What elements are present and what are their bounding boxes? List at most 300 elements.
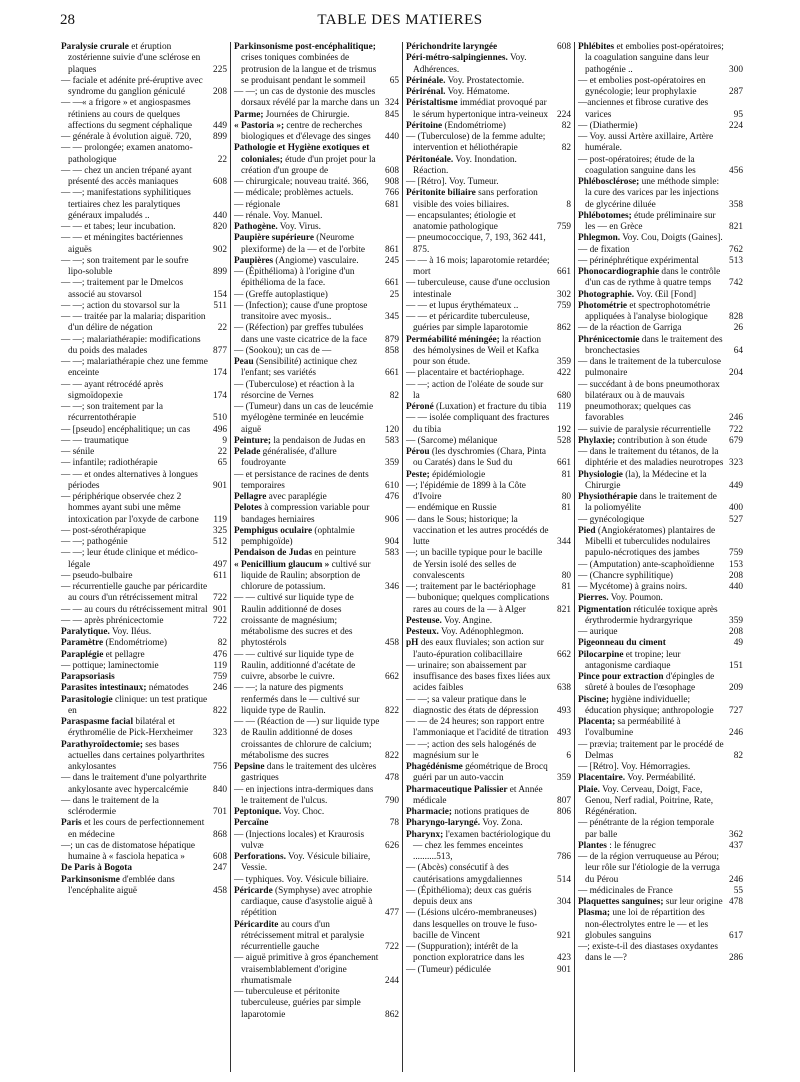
entry-page-number: 610 <box>385 480 399 491</box>
entry-text: — dans le traitement de la sclérodermie <box>61 795 159 817</box>
index-entry <box>578 211 743 234</box>
index-entry <box>234 267 399 290</box>
index-entry <box>406 593 571 616</box>
entry-text: —; l'épidémie de 1899 à la Côte d'Ivoire <box>406 480 526 502</box>
entry-page-number: 244 <box>385 975 399 986</box>
entry-heading: Parasitologie <box>61 694 113 705</box>
entry-text: immédiat provoqué par le sérum hypertonique intra-veineux <box>413 98 549 120</box>
index-entry <box>234 503 399 526</box>
index-entry <box>61 537 227 548</box>
entry-text: — —; malariathérapie chez une femme enceinte <box>61 357 208 379</box>
entry-page-number: 512 <box>213 537 227 547</box>
entry-page-number: 722 <box>385 942 399 952</box>
entry-heading: Parapsoriasis <box>61 672 115 682</box>
entry-text: et embolies post-opératoires; la coagulation sanguine dans leur pathogénie .. <box>585 42 724 75</box>
entry-page-number: 456 <box>729 165 743 176</box>
entry-text: — —; leur étude clinique et médico-légale <box>61 548 198 570</box>
index-entry <box>406 155 571 178</box>
entry-text: bilatéral et érythromélie de Pick-Herxheimer <box>68 717 193 739</box>
entry-text: — — chez un ancien trépané ayant présenté des accès maniaques <box>61 165 192 187</box>
entry-page-number: 359 <box>385 458 399 469</box>
index-entry <box>61 796 227 819</box>
entry-page-number: 400 <box>729 503 743 514</box>
index-entry <box>61 380 227 403</box>
index-entry <box>578 717 743 740</box>
entry-heading: Pelotes <box>234 503 262 514</box>
index-entry <box>61 773 227 796</box>
entry-page-number: 9 <box>222 435 227 446</box>
entry-page-number: 662 <box>385 672 399 682</box>
entry-text: Voy. Hématome. <box>445 87 510 97</box>
index-entry <box>234 42 399 87</box>
index-entry <box>234 222 399 233</box>
entry-text: — prævia; traitement par le procédé de Delmas <box>578 739 724 761</box>
entry-page-number: 493 <box>557 728 571 739</box>
entry-text: la réaction des hémolysines de Weil et Kafka pour son étude. <box>413 334 542 367</box>
index-entry <box>406 233 571 256</box>
index-entry <box>406 717 571 740</box>
index-entry <box>578 177 743 211</box>
entry-page-number: 82 <box>733 750 743 761</box>
index-entry <box>578 492 743 515</box>
entry-text: (Endométriome) <box>103 638 167 649</box>
index-entry <box>406 470 571 481</box>
entry-text: la pendaison de Judas en <box>271 435 366 446</box>
entry-page-number: 8 <box>566 199 571 210</box>
entry-text: Journées de Chirurgie. <box>263 109 350 120</box>
index-entry <box>234 87 399 110</box>
entry-page-number: 304 <box>557 897 571 907</box>
entry-page-number: 119 <box>557 402 571 412</box>
entry-text: étude d'un projet pour la création d'un groupe de <box>241 154 376 176</box>
entry-text: — — à 16 mois; laparotomie retardée; mort <box>406 255 550 277</box>
entry-heading: Péricardite <box>234 919 279 930</box>
entry-text: à compression variable pour bandages herniaires <box>241 503 370 525</box>
index-entry <box>61 256 227 279</box>
index-entry <box>406 830 571 864</box>
entry-text: — post-sérothérapique <box>61 525 146 536</box>
index-entry <box>234 560 399 594</box>
index-entry <box>406 965 571 976</box>
entry-text: — Mycétome) à grains noirs. <box>578 582 688 592</box>
entry-text: (ophtalmie pemphigoïde) <box>241 525 355 547</box>
index-entry <box>578 121 743 132</box>
entry-heading: Peau <box>234 357 254 367</box>
entry-text: Voy. Virus. <box>277 222 321 232</box>
entry-text: — (Chancre syphilitique) <box>578 570 674 581</box>
entry-text: — générale à évolution aiguë. 720, <box>61 132 192 142</box>
entry-text: avec paraplégie <box>266 492 327 502</box>
entry-text: — —; pathogénie <box>61 537 128 547</box>
entry-text: Voy. Prostatectomie. <box>445 75 525 86</box>
entry-page-number: 422 <box>557 368 571 379</box>
entry-text: d'épingles de sûreté à boules de l'œsophage <box>585 672 715 694</box>
index-entry <box>578 942 743 965</box>
index-entry <box>234 830 399 853</box>
index-entry <box>578 638 743 649</box>
entry-text: — (Épithélioma); deux cas guéris depuis deux ans <box>406 885 532 907</box>
entry-page-number: 359 <box>557 357 571 367</box>
entry-page-number: 325 <box>213 525 227 536</box>
entry-heading: « Penicillium glaucum » <box>234 559 330 570</box>
index-entry <box>578 233 743 244</box>
entry-page-number: 845 <box>385 109 399 120</box>
entry-text: — — (Réaction de —) sur liquide type de Raulin additionné de doses croissantes de chlorure de calcium; métabolisme des sucres <box>234 717 380 761</box>
entry-page-number: 908 <box>385 177 399 187</box>
index-entry <box>578 290 743 301</box>
entry-page-number: 514 <box>557 874 571 885</box>
entry-page-number: 904 <box>385 537 399 547</box>
entry-page-number: 208 <box>729 627 743 637</box>
entry-page-number: 246 <box>729 413 743 424</box>
entry-page-number: 901 <box>213 480 227 491</box>
entry-heading: Pendaison de Judas <box>234 548 313 559</box>
entry-text: (Symphyse) avec atrophie cardiaque, cause d'asystolie aiguë à répétition <box>241 885 373 919</box>
index-entry <box>234 436 399 447</box>
index-column-1 <box>58 42 230 1072</box>
entry-heading: Parkinsonisme <box>61 874 120 885</box>
index-entry <box>406 582 571 593</box>
entry-page-number: 22 <box>217 323 227 334</box>
index-entry <box>406 762 571 785</box>
entry-page-number: 821 <box>729 222 743 232</box>
index-entry <box>61 717 227 740</box>
index-entry <box>61 470 227 493</box>
entry-text: — suivie de paralysie récurrentielle <box>578 424 711 435</box>
entry-heading: Péritonite biliaire <box>406 188 476 199</box>
entry-page-number: 174 <box>213 390 227 401</box>
index-entry <box>234 233 399 256</box>
entry-page-number: 921 <box>557 930 571 941</box>
index-entry <box>406 380 571 403</box>
entry-text: — (Greffe autoplastique) <box>234 289 328 300</box>
index-entry <box>234 886 399 920</box>
entry-page-number: 458 <box>385 638 399 649</box>
entry-page-number: 583 <box>385 435 399 446</box>
entry-text: — —; malariathérapie: modifications du poids des malades <box>61 334 201 356</box>
entry-page-number: 440 <box>729 582 743 592</box>
entry-page-number: 344 <box>557 537 571 547</box>
entry-heading: Pharynx; <box>406 829 444 840</box>
entry-page-number: 362 <box>729 829 743 840</box>
entry-page-number: 701 <box>213 807 227 817</box>
entry-page-number: 840 <box>213 784 227 795</box>
entry-text: — —; sa valeur pratique dans le diagnostic des états de dépression <box>406 694 539 716</box>
entry-page-number: 204 <box>729 368 743 379</box>
entry-text: —; un bacille typique pour le bacille de Yersin isolé des selles de convalescents <box>406 548 543 581</box>
entry-heading: De Paris à Bogota <box>61 863 133 874</box>
index-entry <box>578 560 743 571</box>
index-entry <box>61 458 227 469</box>
entry-page-number: 80 <box>561 570 571 581</box>
entry-page-number: 437 <box>729 840 743 851</box>
entry-page-number: 225 <box>213 64 227 75</box>
index-entry <box>61 143 227 166</box>
entry-text: des eaux fluviales; son action sur l'auto-épuration colibacillaire <box>413 638 544 660</box>
index-entry <box>234 548 399 559</box>
index-entry <box>578 695 743 718</box>
entry-heading: Perméabilité méningée; <box>406 334 500 345</box>
entry-text: Voy. Inondation. Réaction. <box>413 154 517 176</box>
entry-page-number: 478 <box>385 773 399 784</box>
index-entry <box>578 515 743 526</box>
entry-text: — tuberculeuse et péritonite tuberculeuse, guéries par simple laparotomie <box>234 987 361 1020</box>
entry-page-number: 868 <box>213 829 227 840</box>
entry-text: — et embolies post-opératoires en gynécologie; leur prophylaxie <box>578 75 706 97</box>
entry-page-number: 478 <box>729 897 743 907</box>
entry-page-number: 901 <box>213 604 227 615</box>
index-entry <box>578 908 743 942</box>
entry-page-number: 95 <box>733 109 743 120</box>
entry-page-number: 901 <box>557 964 571 975</box>
index-entry <box>578 256 743 267</box>
entry-text: épidémiologie <box>429 469 486 480</box>
entry-page-number: 661 <box>385 278 399 289</box>
entry-heading: Pied <box>578 525 596 536</box>
index-column-3 <box>402 42 574 1072</box>
entry-text: — — prolongée; examen anatomo-pathologique <box>61 143 193 165</box>
entry-text: — (Tuberculose) de la femme adulte; intervention et héliothérapie <box>406 132 546 154</box>
entry-heading: Physiothérapie <box>578 492 638 502</box>
entry-heading: Piscine; <box>578 694 609 705</box>
index-entry <box>234 526 399 549</box>
index-entry <box>406 908 571 942</box>
entry-heading: Perforations. <box>234 852 286 862</box>
index-entry <box>61 492 227 526</box>
index-entry <box>578 76 743 99</box>
entry-text: — urinaire; son abaissement par insuffisance des bases fixes liées aux acides faibles <box>406 660 551 694</box>
index-entry <box>406 863 571 886</box>
index-entry <box>61 447 227 458</box>
index-entry <box>61 605 227 616</box>
index-entry <box>578 740 743 763</box>
entry-text: Voy. Adénophlegmon. <box>438 627 524 637</box>
entry-text: — — et tabes; leur incubation. <box>61 222 176 232</box>
entry-text: — — cultivé sur liquide type de Raulin, additionné d'acétate de cuivre, absorbe le cuivre. <box>234 649 356 682</box>
entry-page-number: 323 <box>213 728 227 739</box>
index-entry <box>234 177 399 188</box>
entry-page-number: 440 <box>213 210 227 221</box>
entry-text: d'emblée dans l'encéphalite aiguë <box>68 874 175 896</box>
index-entry <box>234 143 399 177</box>
entry-page-number: 49 <box>733 638 743 649</box>
entry-heading: Photographie. <box>578 289 635 300</box>
entry-text: — — ayant rétrocédé après sigmoïdopexie <box>61 379 164 401</box>
entry-page-number: 209 <box>729 683 743 694</box>
index-entry <box>234 290 399 301</box>
entry-page-number: 617 <box>729 930 743 941</box>
entry-page-number: 246 <box>213 683 227 694</box>
index-entry <box>406 515 571 549</box>
entry-page-number: 119 <box>213 660 227 671</box>
entry-page-number: 477 <box>385 908 399 919</box>
index-columns <box>58 42 746 1072</box>
entry-text: — — et lupus érythémateux .. <box>406 300 519 311</box>
entry-text: — bubonique; quelques complications rares au cours de la — à Alger <box>406 593 550 615</box>
index-entry <box>61 233 227 256</box>
index-entry <box>234 818 399 829</box>
entry-text: — aiguë primitive à gros épanchement vraisemblablement d'origine rhumatismale <box>234 953 379 986</box>
entry-page-number: 821 <box>557 604 571 615</box>
index-entry <box>234 357 399 380</box>
page-title: TABLE DES MATIERES <box>317 12 483 28</box>
entry-text: Voy. Vésicule biliaire, Vessie. <box>241 852 371 874</box>
index-entry <box>578 132 743 155</box>
entry-text: — récurrentielle gauche par péricardite au cours d'un rétrécissement mitral <box>61 582 208 604</box>
entry-page-number: 496 <box>213 424 227 435</box>
index-entry <box>234 593 399 649</box>
index-entry <box>406 942 571 965</box>
entry-page-number: 759 <box>557 222 571 232</box>
index-entry <box>234 987 399 1021</box>
entry-text: — médicale; problèmes actuels. <box>234 188 354 199</box>
entry-page-number: 300 <box>729 64 743 75</box>
index-entry <box>406 638 571 661</box>
entry-heading: Pathogène. <box>234 222 278 232</box>
entry-text: — (Tumeur) pédiculée <box>406 964 491 975</box>
index-entry <box>61 222 227 233</box>
entry-text: Voy. Zona. <box>480 818 523 829</box>
index-entry <box>61 188 227 222</box>
entry-page-number: 493 <box>557 705 571 716</box>
index-entry <box>234 188 399 199</box>
entry-page-number: 822 <box>385 750 399 761</box>
entry-text: — —; traitement par le Dmelcos associé au stovarsol <box>61 278 184 300</box>
entry-text: et Année médicale <box>413 784 543 806</box>
entry-page-number: 759 <box>557 300 571 311</box>
entry-text: au cours d'un rétrécissement mitral et paralysie récurrentielle gauche <box>241 919 365 952</box>
entry-text: : le fénugrec <box>606 840 656 851</box>
entry-page-number: 608 <box>213 852 227 862</box>
entry-page-number: 861 <box>385 244 399 255</box>
index-entry <box>61 638 227 649</box>
entry-page-number: 224 <box>557 109 571 120</box>
entry-page-number: 608 <box>213 177 227 187</box>
index-entry <box>406 278 571 301</box>
entry-heading: Paralysie crurale <box>61 42 129 52</box>
index-entry <box>406 616 571 627</box>
entry-page-number: 22 <box>217 154 227 165</box>
entry-heading: Parathyroïdectomie; <box>61 739 143 750</box>
entry-text: — placentaire et bactériophage. <box>406 368 525 379</box>
entry-text: — médicinales de France <box>578 885 673 896</box>
entry-page-number: 608 <box>557 42 571 52</box>
entry-text: — de fixation <box>578 244 630 255</box>
entry-heading: Peinture; <box>234 435 272 446</box>
entry-page-number: 476 <box>213 649 227 660</box>
entry-text: (Sensibilité) actinique chez l'enfant; ses variétés <box>241 357 358 379</box>
index-entry <box>234 852 399 875</box>
entry-text: clinique: un test pratique en <box>68 694 208 716</box>
entry-page-number: 55 <box>733 885 743 896</box>
index-entry <box>406 627 571 638</box>
entry-text: notions pratiques de <box>451 807 530 817</box>
entry-text: Voy. Cou, Doigts (Gaines]. <box>620 233 723 244</box>
entry-heading: Pathologie et Hygiène exotiques et coloniales; <box>234 143 370 165</box>
entry-text: Voy. Œil [Fond] <box>634 289 697 300</box>
entry-page-number: 25 <box>389 289 399 300</box>
entry-page-number: 324 <box>385 98 399 109</box>
entry-heading: Pierres. <box>578 593 609 604</box>
entry-text: Voy. Cerveau, Doigt, Face, Genou, Nerf radial, Poitrine, Rate, Régénération. <box>585 784 714 817</box>
entry-heading: Phlegmon. <box>578 233 621 244</box>
index-entry <box>406 481 571 504</box>
entry-heading: Pesteux. <box>406 627 439 637</box>
entry-text: — pénétrante de la région temporale par balle <box>578 818 715 840</box>
entry-heading: Phlébotomes; <box>578 210 632 221</box>
index-entry <box>234 346 399 357</box>
entry-text: — —; un cas de dystonie des muscles dorsaux révélé par la marche dans un <box>234 87 380 109</box>
entry-text: — tuberculeuse, cause d'une occlusion intestinale <box>406 278 550 300</box>
entry-page-number: 65 <box>389 75 399 86</box>
entry-text: — rénale. Voy. Manuel. <box>234 210 323 221</box>
entry-text: — pottique; laminectomie <box>61 660 159 671</box>
entry-text: — — après phrénicectomie <box>61 615 164 626</box>
entry-page-number: 510 <box>213 413 227 424</box>
entry-text: (Angiome) vasculaire. <box>273 255 359 266</box>
entry-page-number: 722 <box>213 593 227 604</box>
entry-text: — encapsulantes; étiologie et anatomie pathologique <box>406 210 516 232</box>
entry-heading: Phonocardiographie <box>578 267 660 277</box>
index-column-2 <box>230 42 402 1072</box>
entry-text: dans le traitement des bronchectasies <box>585 334 723 356</box>
entry-text: —; existe-t-il des diastases oxydantes dans le —? <box>578 942 718 964</box>
index-entry <box>234 492 399 503</box>
entry-text: — (Diathermie) <box>578 120 638 131</box>
entry-page-number: 756 <box>213 762 227 772</box>
entry-text: généralisée, d'allure foudroyante <box>241 447 337 469</box>
entry-text: —; traitement par le bactériophage <box>406 582 536 592</box>
entry-heading: Paraspasme facial <box>61 717 134 727</box>
index-entry <box>406 886 571 909</box>
index-entry <box>61 278 227 301</box>
entry-page-number: 879 <box>385 334 399 345</box>
entry-text: cultivé sur liquide de Raulin; absorption de chlorure de potassium. <box>241 559 371 592</box>
entry-page-number: 286 <box>729 953 743 964</box>
index-entry <box>234 121 399 144</box>
index-entry <box>578 526 743 560</box>
entry-heading: Plasma; <box>578 908 611 919</box>
index-entry <box>61 301 227 312</box>
entry-text: — — et ondes alternatives à longues périodes <box>61 469 198 491</box>
index-entry <box>578 650 743 673</box>
index-entry <box>406 335 571 369</box>
entry-page-number: 759 <box>213 672 227 682</box>
entry-heading: Plaquettes sanguines; <box>578 897 664 907</box>
index-entry <box>234 683 399 717</box>
entry-heading: Physiologie <box>578 469 623 480</box>
entry-page-number: 119 <box>213 514 227 525</box>
entry-text: — de la région verruqueuse au Pérou; leur rôle sur l'étiologie de la verruga du Pérou <box>578 852 720 885</box>
entry-text: — (Sookou); un cas de — <box>234 345 332 356</box>
index-column-4 <box>574 42 746 1072</box>
entry-page-number: 208 <box>729 570 743 581</box>
entry-heading: Percaïne <box>234 818 269 829</box>
entry-page-number: 245 <box>385 255 399 266</box>
index-entry <box>61 582 227 605</box>
entry-page-number: 359 <box>729 615 743 626</box>
index-entry <box>578 98 743 121</box>
index-entry <box>406 87 571 98</box>
index-entry <box>578 593 743 604</box>
entry-text: centre de recherches biologiques et d'élevage des singes <box>241 120 371 142</box>
entry-heading: Phagédénisme <box>406 762 463 772</box>
index-entry <box>406 785 571 808</box>
entry-text: Voy. Poumon. <box>608 593 663 604</box>
index-entry <box>406 42 571 53</box>
index-entry <box>61 683 227 694</box>
entry-text: Voy. Perméabilité. <box>625 773 696 784</box>
